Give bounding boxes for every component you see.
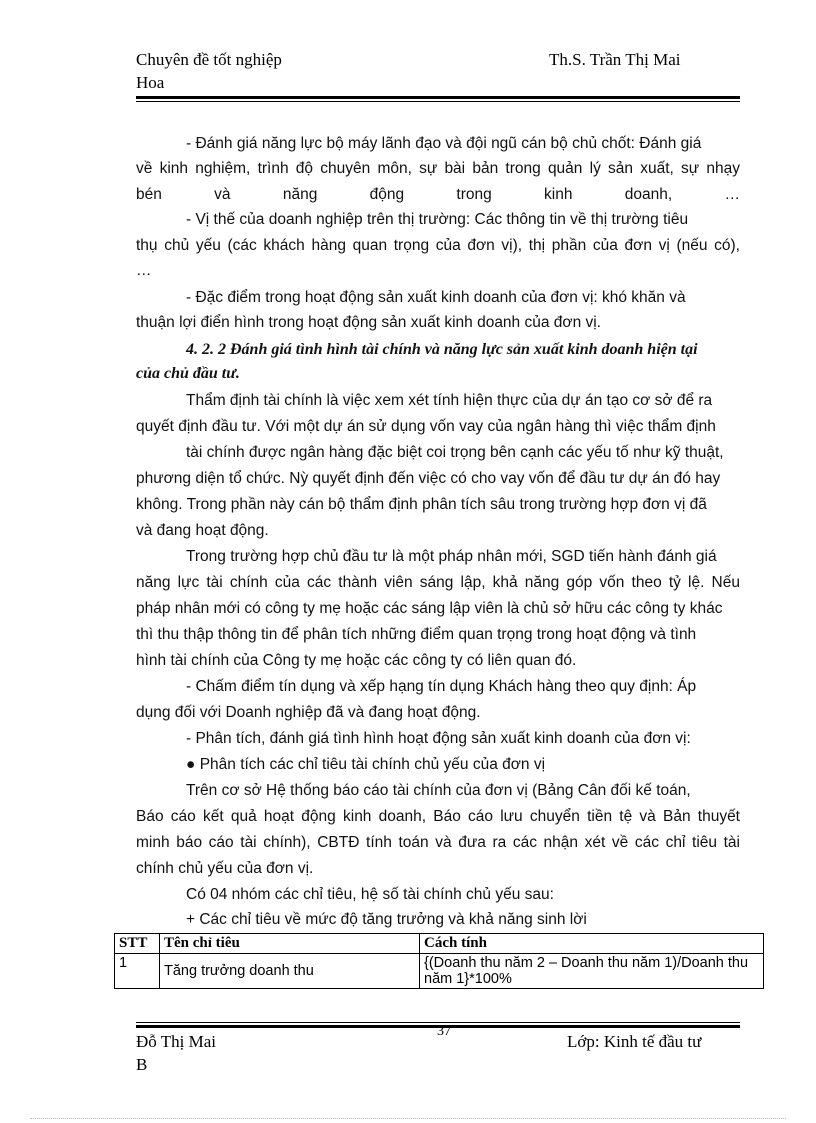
paragraph-line: năng lực tài chính của các thành viên sáng lập, khả năng góp vốn theo tỷ lệ. Nếu	[136, 574, 740, 591]
paragraph-line: dụng đối với Doanh nghiệp đã và đang hoạt động.	[136, 704, 481, 721]
col-header-formula: Cách tính	[420, 934, 764, 954]
spread-line	[136, 185, 740, 205]
paragraph-line: …	[136, 262, 152, 279]
table-row	[115, 954, 764, 989]
section-heading: 4. 2. 2 Đánh giá tình hình tài chính và năng lực sản xuất kinh doanh hiện tại	[186, 341, 698, 358]
indicator-table	[114, 933, 764, 989]
paragraph-line: không. Trong phần này cán bộ thẩm định phân tích sâu trong trường hợp đơn vị đã	[136, 496, 707, 513]
bullet-text: Phân tích các chỉ tiêu tài chính chủ yếu của đơn vị	[199, 756, 546, 773]
col-header-stt: STT	[115, 934, 160, 954]
bullet-icon: ●	[186, 756, 196, 773]
paragraph-line: thuận lợi điển hình trong hoạt động sản xuất kinh doanh của đơn vị.	[136, 314, 601, 331]
footer-class: Lớp: Kinh tế đầu tư	[567, 1032, 702, 1051]
cell-formula: {(Doanh thu năm 2 – Doanh thu năm 1)/Doanh thu năm 1}*100%	[420, 954, 764, 989]
word: bén	[136, 186, 162, 203]
word: trong	[456, 186, 492, 203]
paragraph-line: - Đặc điểm trong hoạt động sản xuất kinh doanh của đơn vị: khó khăn và	[186, 289, 686, 306]
table-header-row	[115, 934, 764, 954]
paragraph-line: Có 04 nhóm các chỉ tiêu, hệ số tài chính chủ yếu sau:	[186, 886, 554, 903]
paragraph-line: Thẩm định tài chính là việc xem xét tính hiện thực của dự án tạo cơ sở để ra	[186, 392, 713, 409]
paragraph-line: hình tài chính của Công ty mẹ hoặc các công ty có liên quan đó.	[136, 652, 577, 669]
page-edge-divider	[30, 1118, 786, 1119]
paragraph-line: chính chủ yếu của đơn vị.	[136, 860, 314, 877]
paragraph-line: Trong trường hợp chủ đầu tư là một pháp nhân mới, SGD tiến hành đánh giá	[186, 548, 717, 565]
paragraph-line: minh báo cáo tài chính), CBTĐ tính toán và đưa ra các nhận xét về các chỉ tiêu tài	[136, 834, 740, 851]
paragraph-line: - Vị thế của doanh nghiệp trên thị trường: Các thông tin về thị trường tiêu	[186, 211, 689, 228]
page-number: 37	[437, 1024, 451, 1039]
word: …	[724, 186, 740, 203]
word: năng	[282, 186, 318, 203]
paragraph-line: và đang hoạt động.	[136, 522, 269, 539]
section-heading-continued: của chủ đầu tư.	[136, 365, 240, 382]
cell-name: Tăng trưởng doanh thu	[160, 954, 420, 989]
bullet-line	[186, 755, 545, 775]
paragraph-line: phương diện tổ chức. Nỳ quyết định đến việc có cho vay vốn để đầu tư dự án đó hay	[136, 470, 721, 487]
paragraph-line: quyết định đầu tư. Với một dự án sử dụng vốn vay của ngân hàng thì việc thẩm định	[136, 418, 716, 435]
paragraph-line: tài chính được ngân hàng đặc biệt coi trọng bên cạnh các yếu tố như kỹ thuật,	[186, 444, 724, 461]
word: động	[369, 186, 405, 203]
cell-stt: 1	[115, 954, 160, 989]
header-title: Chuyên đề tốt nghiệp	[136, 50, 282, 69]
paragraph-line: - Đánh giá năng lực bộ máy lãnh đạo và đội ngũ cán bộ chủ chốt: Đánh giá	[186, 135, 702, 152]
header-author: Th.S. Trần Thị Mai	[549, 50, 681, 69]
header-title-continued: Hoa	[136, 73, 165, 92]
footer-author: Đỗ Thị Mai	[136, 1032, 216, 1051]
paragraph-line: thì thu thập thông tin để phân tích những điểm quan trọng trong hoạt động và tình	[136, 626, 697, 643]
paragraph-line: thụ chủ yếu (các khách hàng quan trọng của đơn vị), thị phần của đơn vị (nếu có),	[136, 237, 740, 254]
header-rule-thin	[136, 101, 740, 102]
footer-rule-thin	[136, 1022, 740, 1023]
word: kinh	[544, 186, 573, 203]
paragraph-line: pháp nhân mới có công ty mẹ hoặc các sáng lập viên là chủ sở hữu các công ty khác	[136, 600, 723, 617]
paragraph-line: + Các chỉ tiêu về mức độ tăng trưởng và khả năng sinh lời	[186, 911, 587, 928]
paragraph-line: Trên cơ sở Hệ thống báo cáo tài chính của đơn vị (Bảng Cân đối kế toán,	[186, 782, 691, 799]
col-header-name: Tên chỉ tiêu	[160, 934, 420, 954]
header-rule-thick	[136, 96, 740, 99]
paragraph-line: về kinh nghiệm, trình độ chuyên môn, sự bài bản trong quản lý sản xuất, sự nhạy	[136, 160, 740, 177]
paragraph-line: Báo cáo kết quả hoạt động kinh doanh, Báo cáo lưu chuyển tiền tệ và Bản thuyết	[136, 808, 740, 825]
word: doanh,	[624, 186, 673, 203]
paragraph-line: - Chấm điểm tín dụng và xếp hạng tín dụng Khách hàng theo quy định: Áp	[186, 678, 697, 695]
word: và	[214, 186, 231, 203]
paragraph-line: - Phân tích, đánh giá tình hình hoạt động sản xuất kinh doanh của đơn vị:	[186, 730, 691, 747]
footer-author-continued: B	[136, 1055, 148, 1074]
